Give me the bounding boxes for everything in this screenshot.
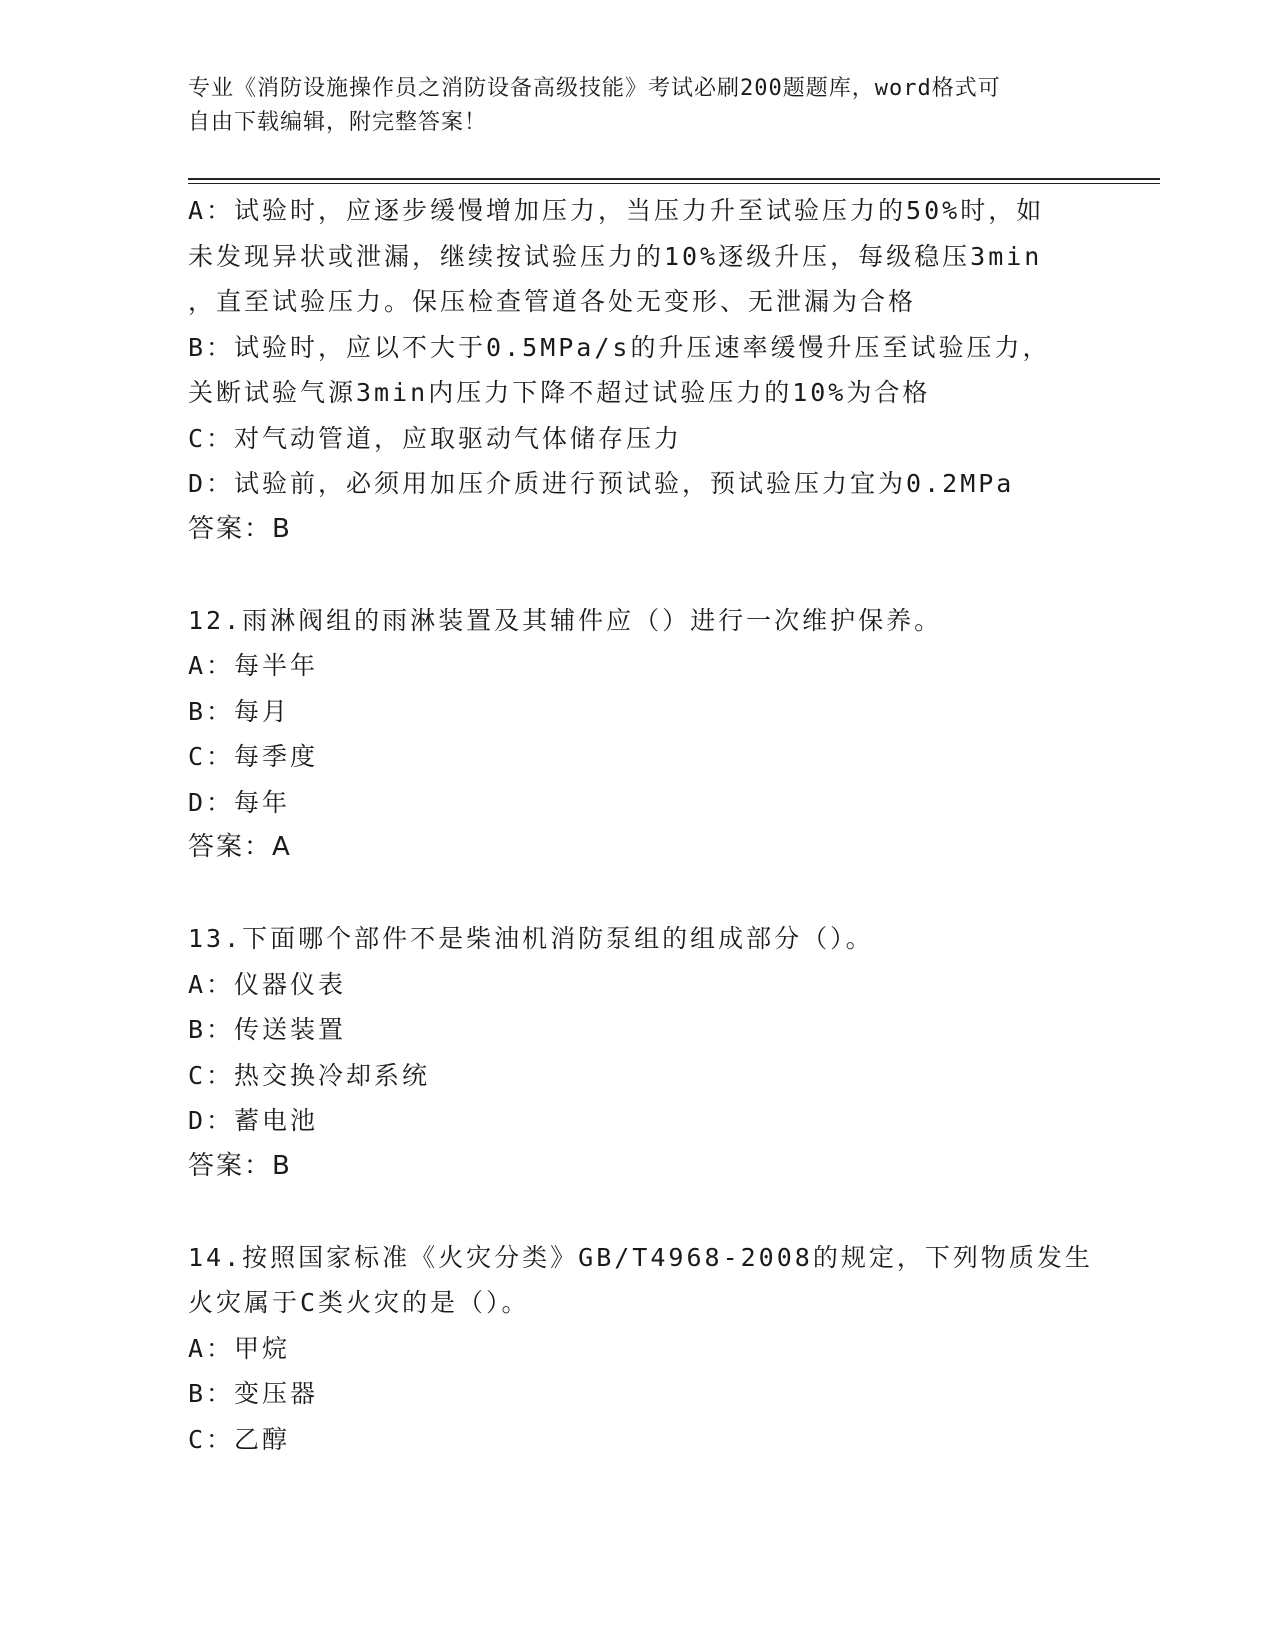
question-13 (188, 916, 1088, 1189)
option-a: A：仪器仪表 (188, 969, 347, 999)
option-a-line-1: A：试验时，应逐步缓慢增加压力，当压力升至试验压力的50%时，如 (188, 196, 1045, 225)
header-line-2: 自由下载编辑，附完整答案！ (188, 110, 488, 135)
option-d: D：试验前，必须用加压介质进行预试验，预试验压力宜为0.2MPa (188, 469, 1015, 498)
header-line-1: 专业《消防设施操作员之消防设备高级技能》考试必刷200题题库，word格式可 (188, 76, 1001, 101)
option-b-line-1: B：试验时，应以不大于0.5MPa/s的升压速率缓慢升压至试验压力， (188, 332, 1051, 362)
option-d: D：每年 (188, 787, 291, 817)
document-header (188, 72, 1078, 140)
option-c: C：乙醇 (188, 1424, 291, 1454)
option-c: C：热交换冷却系统 (188, 1060, 431, 1090)
option-c: C：每季度 (188, 742, 319, 771)
answer: 答案：A (188, 832, 292, 862)
header-rule-thick (188, 178, 1160, 180)
question-list (188, 188, 1093, 1462)
spacer (188, 871, 1088, 917)
question-text: 13.下面哪个部件不是柴油机消防泵组的组成部分（）。 (188, 924, 874, 953)
question-12 (188, 598, 1088, 871)
option-c: C：对气动管道，应取驱动气体储存压力 (188, 423, 683, 453)
answer: 答案：B (188, 1150, 292, 1181)
answer: 答案：B (188, 513, 292, 544)
question-14 (188, 1235, 1093, 1463)
option-a-line-2: 未发现异状或泄漏，继续按试验压力的10%逐级升压，每级稳压3min (188, 241, 1043, 271)
option-b: B：传送装置 (188, 1015, 347, 1044)
question-text: 12.雨淋阀组的雨淋装置及其辅件应（）进行一次维护保养。 (188, 605, 943, 635)
option-d: D：蓄电池 (188, 1106, 319, 1135)
option-a-line-3: ，直至试验压力。保压检查管道各处无变形、无泄漏为合格 (188, 287, 917, 316)
option-b-line-2: 关断试验气源3min内压力下降不超过试验压力的10%为合格 (188, 378, 931, 407)
option-b: B：变压器 (188, 1379, 319, 1408)
spacer (188, 552, 1088, 598)
header-rule-thin (188, 183, 1160, 184)
question-11-continued (188, 188, 1088, 552)
spacer (188, 1189, 1088, 1235)
option-b: B：每月 (188, 696, 291, 726)
question-text-line-2: 火灾属于C类火灾的是（）。 (188, 1288, 530, 1317)
option-a: A：甲烷 (188, 1333, 291, 1363)
option-a: A：每半年 (188, 651, 319, 680)
question-text-line-1: 14.按照国家标准《火灾分类》GB/T4968-2008的规定，下列物质发生 (188, 1242, 1093, 1272)
